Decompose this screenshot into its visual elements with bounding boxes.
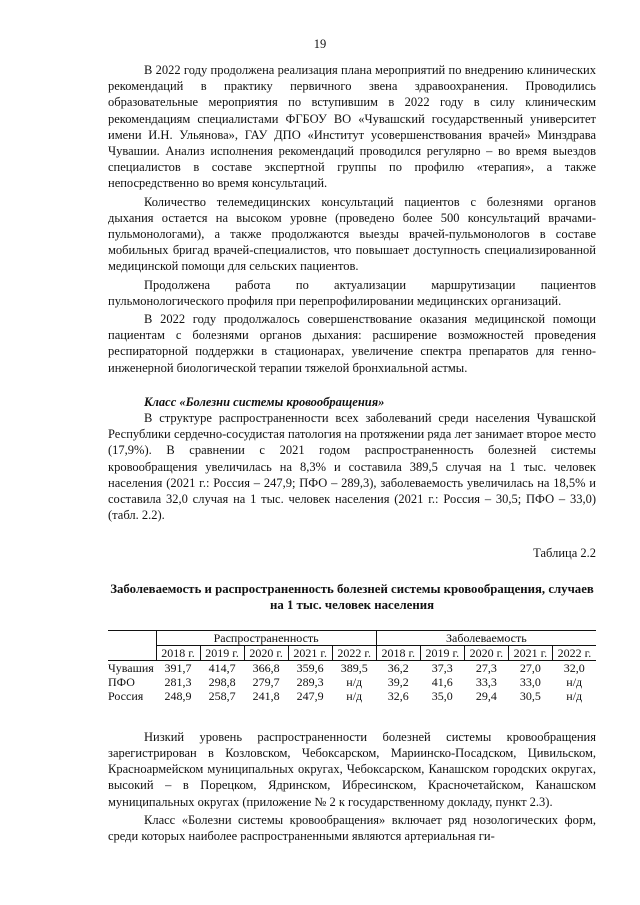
value-cell: 366,8 [252, 660, 280, 675]
page-body [108, 62, 596, 846]
value-cell: н/д [566, 688, 583, 703]
table-row [108, 675, 596, 689]
paragraph: Количество телемедицинских консультаций пациентов с болезнями органов дыхания остается на высоком уровне (проведено более 500 консультаций врачами-пульмонологами), а также продолжаются выезды врачей-пульмонологов в составе мобильных бригад врачей-специалистов, что повышает доступность специализированной медицинской помощи для сельских пациентов. [108, 194, 596, 274]
year-header: 2022 г. [332, 645, 376, 660]
value-cell: 41,6 [431, 674, 453, 689]
group-header-incidence: Заболеваемость [376, 630, 596, 645]
value-cell: 258,7 [208, 688, 236, 703]
value-cell: н/д [566, 674, 583, 689]
region-header-cell [108, 630, 156, 645]
value-cell: 35,0 [431, 688, 453, 703]
year-header: 2021 г. [288, 645, 332, 660]
table-row [108, 689, 596, 703]
value-cell: 414,7 [208, 660, 236, 675]
table-row [108, 660, 596, 675]
year-header: 2018 г. [376, 645, 420, 660]
region-cell: ПФО [108, 674, 135, 689]
region-cell: Чувашия [108, 660, 154, 675]
statistics-table [108, 630, 596, 703]
value-cell: 30,5 [519, 688, 541, 703]
year-header: 2019 г. [200, 645, 244, 660]
value-cell: н/д [346, 674, 363, 689]
value-cell: 33,0 [519, 674, 541, 689]
value-cell: 389,5 [340, 660, 368, 675]
year-header: 2019 г. [420, 645, 464, 660]
year-header: 2022 г. [552, 645, 596, 660]
value-cell: н/д [346, 688, 363, 703]
value-cell: 248,9 [164, 688, 192, 703]
value-cell: 27,0 [519, 660, 541, 675]
value-cell: 29,4 [475, 688, 497, 703]
paragraph: В 2022 году продолжалось совершенствование оказания медицинской помощи пациентам с болезнями органов дыхания: расширение возможностей проведения респираторной поддержки в стационарах, увеличение спектра препаратов для генно-инженерной биологической терапии тяжелой бронхиальной астмы. [108, 312, 596, 375]
value-cell: 27,3 [475, 660, 497, 675]
value-cell: 279,7 [252, 674, 280, 689]
year-header: 2018 г. [156, 645, 200, 660]
table-group-header-row [108, 630, 596, 645]
value-cell: 359,6 [296, 660, 324, 675]
value-cell: 241,8 [252, 688, 280, 703]
table-title: Заболеваемость и распространенность болезней системы кровообращения, случаев на 1 тыс. человек населения [110, 581, 594, 613]
value-cell: 391,7 [164, 660, 192, 675]
paragraph: Продолжена работа по актуализации маршрутизации пациентов пульмонологического профиля при перепрофилировании медицинских организаций. [108, 277, 596, 308]
value-cell: 33,3 [475, 674, 497, 689]
table-label: Таблица 2.2 [533, 546, 596, 561]
value-cell: 281,3 [164, 674, 192, 689]
value-cell: 289,3 [296, 674, 324, 689]
group-header-prevalence: Распространенность [156, 630, 376, 645]
year-header: 2020 г. [464, 645, 508, 660]
year-header: 2020 г. [244, 645, 288, 660]
value-cell: 36,2 [387, 660, 409, 675]
region-cell: Россия [108, 688, 144, 703]
page-number: 19 [313, 37, 327, 51]
paragraph: Класс «Болезни системы кровообращения» включает ряд нозологических форм, среди которых наиболее распространенными являются артериальная ги- [108, 812, 596, 843]
region-header-cell [108, 645, 156, 660]
paragraph: Низкий уровень распространенности болезней системы кровообращения зарегистрирован в Козловском, Чебоксарском, Мариинско-Посадском, Цивильском, Красноармейском муниципальных округах, Чебоксарском, Канашском городских округах, высокий – в Порецком, Ядринском, Ибресинском, Красночетайском, Канашском муниципальных округах (приложение № 2 к государственному докладу, пункт 2.3). [108, 729, 596, 809]
value-cell: 32,0 [563, 660, 585, 675]
value-cell: 37,3 [431, 660, 453, 675]
year-header: 2021 г. [508, 645, 552, 660]
paragraph: В структуре распространенности всех заболеваний среди населения Чувашской Республики сердечно-сосудистая патология на протяжении ряда лет занимает второе место (17,9%). В сравнении с 2021 годом распространенность болезней системы кровообращения увеличилась на 8,3% и составила 389,5 случая на 1 тыс. человек населения (2021 г.: Россия – 247,9; ПФО – 289,3), заболеваемость увеличилась на 18,5% и составила 32,0 случая на 1 тыс. человек населения (2021 г.: Россия – 30,5; ПФО – 33,0) (табл. 2.2). [108, 411, 596, 523]
value-cell: 39,2 [387, 674, 409, 689]
value-cell: 247,9 [296, 688, 324, 703]
value-cell: 32,6 [387, 688, 409, 703]
table-year-header-row [108, 645, 596, 660]
paragraph: В 2022 году продолжена реализация плана мероприятий по внедрению клинических рекомендаций в практику первичного звена здравоохранения. Проводились образовательные мероприятия по вступившим в 2022 году в силу клиническим рекомендациям специалистами ФГБОУ ВО «Чувашский государственный университет имени И.Н. Ульянова», ГАУ ДПО «Институт усовершенствования врачей» Минздрава Чувашии. Анализ исполнения рекомендаций проводился регулярно – во время выездов специалистов в составе экспертной группы по профилю «терапия», а также непосредственно во время консультаций. [108, 63, 596, 191]
value-cell: 298,8 [208, 674, 236, 689]
section-title: Класс «Болезни системы кровообращения» [144, 394, 385, 409]
